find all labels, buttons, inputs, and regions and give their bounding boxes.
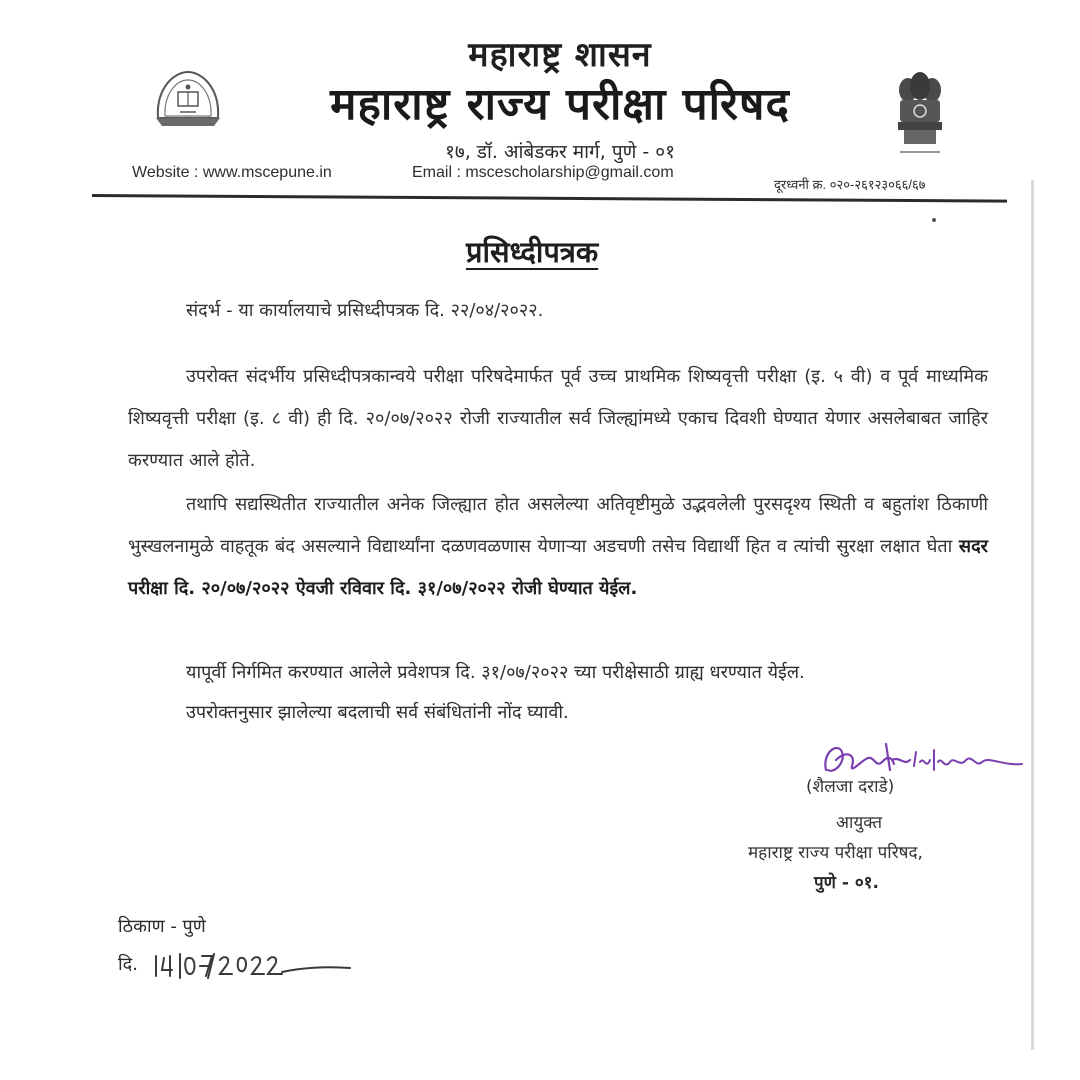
notice-heading: प्रसिध्दीपत्रक: [466, 235, 599, 269]
scan-speck: [932, 218, 936, 222]
email-link[interactable]: Email : mscescholarship@gmail.com: [412, 164, 674, 181]
new-exam-date-statement: सदर परीक्षा दि. २०/०७/२०२२ ऐवजी रविवार दि. ३१/०७/२०२२ रोजी घेण्यात येईल.: [128, 536, 988, 599]
phone-number: दूरध्वनी क्र. ०२०-२६१२३०६६/६७: [774, 177, 926, 192]
date-prefix: दि.: [118, 954, 138, 975]
note-to-all: उपरोक्तनुसार झालेल्या बदलाची सर्व संबंधितांनी नोंद घ्यावी.: [186, 702, 569, 723]
signatory-designation: आयुक्त: [836, 813, 883, 833]
header-divider: [92, 194, 1007, 203]
national-emblem-icon: [890, 70, 950, 162]
website-link[interactable]: Website : www.mscepune.in: [132, 164, 332, 181]
signatory-name: (शैलजा दराडे): [806, 777, 895, 797]
government-name: महाराष्ट्र शासन: [468, 35, 652, 75]
council-name: महाराष्ट्र राज्य परीक्षा परिषद: [330, 79, 790, 130]
admit-card-validity: यापूर्वी निर्गमित करण्यात आलेले प्रवेशपत्र दि. ३१/०७/२०२२ च्या परीक्षेसाठी ग्राह्य धरण्यात येईल.: [186, 662, 805, 683]
signatory-office: महाराष्ट्र राज्य परीक्षा परिषद,: [748, 843, 923, 863]
place-line: ठिकाण - पुणे: [118, 916, 206, 937]
signatory-city: पुणे - ०१.: [814, 873, 879, 893]
paragraph-previous-schedule: उपरोक्त संदर्भीय प्रसिध्दीपत्रकान्वये परीक्षा परिषदेमार्फत पूर्व उच्च प्राथमिक शिष्यवृत्ती परीक्षा (इ. ५ वी) व पूर्व माध्यमिक शिष्यवृत्ती परीक्षा (इ. ८ वी) ही दि. २०/०७/२०२२ रोजी राज्यातील सर्व जिल्ह्यांमध्ये एकाच दिवशी घेण्यात येणार असलेबाबत जाहिर करण्यात आले होते.: [128, 366, 988, 471]
paragraph-reason: तथापि सद्यस्थितीत राज्यातील अनेक जिल्ह्यात होत असलेल्या अतिवृष्टीमुळे उद्भवलेली पुरसदृश्य स्थिती व बहुतांश ठिकाणी भुस्खलनामुळे वाहतूक बंद असल्याने विद्यार्थ्यांना दळणवळणास येणाऱ्या अडचणी तसेच विद्यार्थी हित व त्यांची सुरक्षा लक्षात घेता: [128, 494, 988, 557]
page-edge-shadow: [1031, 180, 1034, 1050]
council-seal-icon: [150, 66, 226, 136]
handwritten-date: [150, 944, 360, 984]
office-address: १७, डॉ. आंबेडकर मार्ग, पुणे - ०१: [444, 141, 676, 163]
paragraph-rescheduled: [128, 484, 988, 610]
reference-line: संदर्भ - या कार्यालयाचे प्रसिध्दीपत्रक दि. २२/०४/२०२२.: [186, 300, 544, 321]
